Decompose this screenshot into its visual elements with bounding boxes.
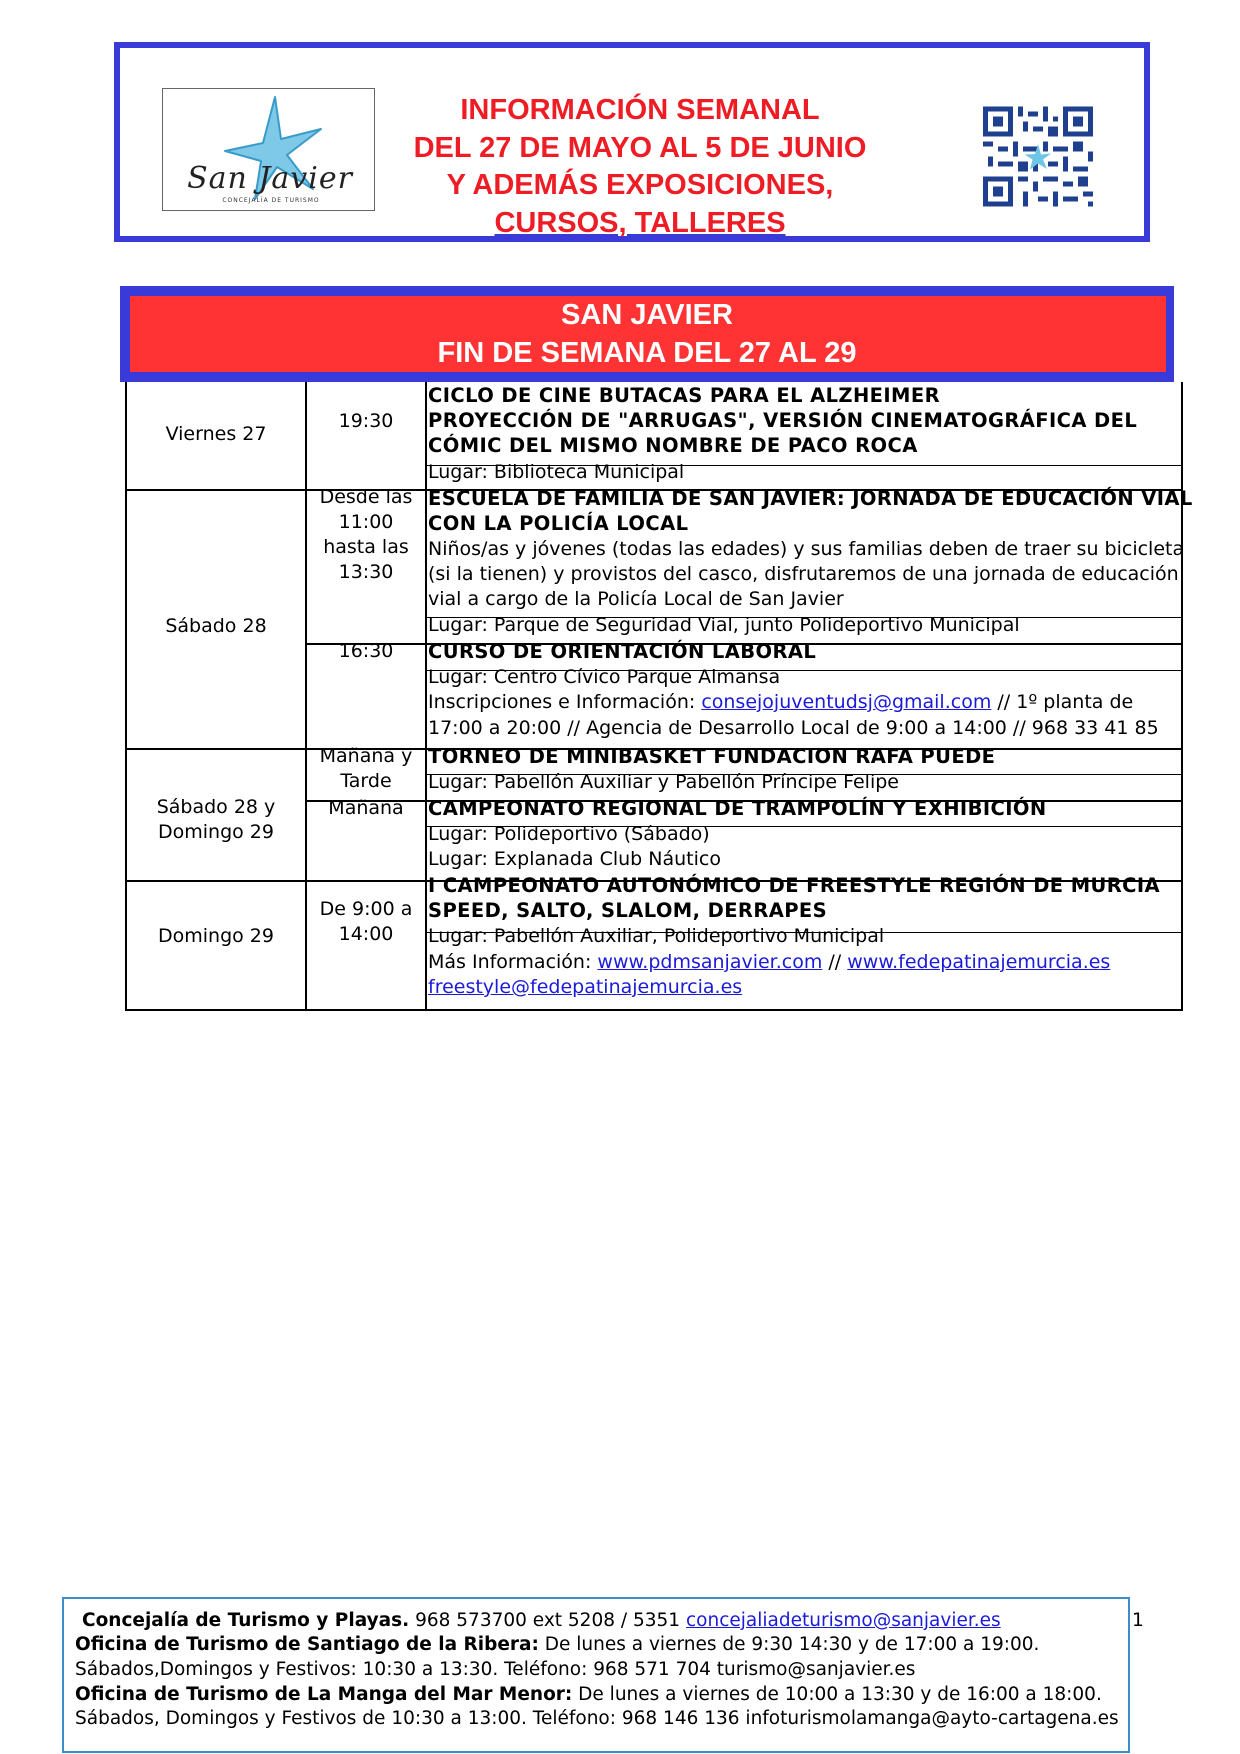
footer-text: De lunes a viernes de 9:30 14:30 y de 17:00 a 19:00. (538, 1634, 1040, 1655)
event-description: Niños/as y jóvenes (todas las edades) y sus familias deben de traer su bicicleta (428, 538, 1185, 560)
event-title: ESCUELA DE FAMILIA DE SAN JAVIER: JORNADA DE EDUCACIÓN VIAL (428, 487, 1193, 510)
footer-text: 968 573700 ext 5208 / 5351 (409, 1610, 681, 1631)
website-link[interactable]: www.pdmsanjavier.com (597, 951, 823, 973)
event-title: I CAMPEONATO AUTONÓMICO DE FREESTYLE REGIÓN DE MURCIA (428, 874, 1161, 897)
day-label: Sábado 28 y (156, 796, 276, 818)
footer-line (82, 1609, 680, 1633)
table-border (125, 1009, 1183, 1011)
table-border (1181, 382, 1183, 1011)
event-title: TORNEO DE MINIBASKET FUNDACION RAFA PUEDE (428, 745, 996, 768)
section-title-line2: FIN DE SEMANA DEL 27 AL 29 (437, 337, 857, 369)
event-place: Lugar: Explanada Club Náutico (428, 848, 721, 870)
time-label: De 9:00 a 14:00 (319, 898, 413, 945)
info-label: Inscripciones e Información: (428, 691, 702, 713)
email-link[interactable]: freestyle@fedepatinajemurcia.es (428, 976, 743, 998)
event-info (428, 975, 742, 1000)
footer-heading: Oficina de Turismo de La Manga del Mar Menor: (75, 1684, 573, 1705)
page-title (370, 92, 910, 242)
event-title: CICLO DE CINE BUTACAS PARA EL ALZHEIMER (428, 384, 940, 407)
table-border (125, 382, 127, 1011)
event-description: (si la tienen) y provistos del casco, disfrutaremos de una jornada de educación (428, 563, 1179, 585)
separator: // (822, 951, 848, 973)
footer-heading: Concejalía de Turismo y Playas. (82, 1610, 410, 1631)
footer-heading: Oficina de Turismo de Santiago de la Ribera: (75, 1634, 539, 1655)
event-place: Lugar: Pabellón Auxiliar, Polideportivo Municipal (428, 925, 885, 947)
footer-email-link[interactable]: concejaliadeturismo@sanjavier.es (686, 1610, 1001, 1631)
time-label: Desde las 11:00 hasta las 13:30 (319, 486, 413, 583)
info-text: // 1º planta de (991, 691, 1134, 713)
footer-line (75, 1683, 1102, 1707)
event-place: Lugar: Polideportivo (Sábado) (428, 823, 710, 845)
footer-text: De lunes a viernes de 10:00 a 13:30 y de 16:00 a 18:00. (572, 1684, 1102, 1705)
event-title: CÓMIC DEL MISMO NOMBRE DE PACO ROCA (428, 434, 918, 457)
day-label: Viernes 27 (165, 423, 267, 445)
table-border (425, 382, 427, 1011)
day-label: Domingo 29 (158, 821, 274, 843)
title-line: CURSOS, TALLERES (494, 206, 786, 239)
event-title: CON LA POLICÍA LOCAL (428, 512, 689, 535)
event-title: PROYECCIÓN DE "ARRUGAS", VERSIÓN CINEMATOGRÁFICA DEL (428, 409, 1138, 432)
event-place: Lugar: Parque de Seguridad Vial, junto Polideportivo Municipal (428, 614, 1020, 636)
website-link[interactable]: www.fedepatinajemurcia.es (847, 951, 1111, 973)
page-number: 1 (1132, 1610, 1144, 1631)
time-label: Mañana (328, 797, 404, 819)
table-border (305, 382, 307, 1011)
title-line: INFORMACIÓN SEMANAL (460, 94, 820, 126)
footer-line: Sábados,Domingos y Festivos: 10:30 a 13:30. Teléfono: 968 571 704 turismo@sanjavier.es (75, 1659, 916, 1680)
time-label: 19:30 (338, 410, 394, 432)
info-label: Más Información: (428, 951, 598, 973)
event-place: Lugar: Centro Cívico Parque Almansa (428, 666, 781, 688)
event-title: CURSO DE ORIENTACIÓN LABORAL (428, 640, 817, 663)
day-label: Sábado 28 (165, 615, 267, 637)
title-line: Y ADEMÁS EXPOSICIONES, (446, 169, 834, 201)
section-title (120, 296, 1174, 372)
event-place: Lugar: Biblioteca Municipal (428, 461, 685, 483)
qr-code-icon[interactable] (983, 106, 1093, 207)
event-info (428, 950, 1110, 975)
event-info (428, 690, 1133, 715)
email-link[interactable]: consejojuventudsj@gmail.com (701, 691, 992, 713)
event-title: SPEED, SALTO, SLALOM, DERRAPES (428, 899, 828, 922)
time-label: 16:30 (338, 640, 394, 662)
footer-line: Sábados, Domingos y Festivos de 10:30 a 13:00. Teléfono: 968 146 136 infoturismolamanga@ayto-cartagena.es (75, 1708, 1119, 1729)
logo-subtitle: CONCEJALÍA DE TURISMO (222, 197, 320, 204)
event-description: vial a cargo de la Policía Local de San Javier (428, 588, 844, 610)
time-label: Tarde (340, 770, 392, 792)
san-javier-logo (162, 88, 375, 211)
event-info: 17:00 a 20:00 // Agencia de Desarrollo Local de 9:00 a 14:00 // 968 33 41 85 (428, 717, 1159, 739)
time-label: Mañana y (319, 745, 413, 767)
logo-text: San Javier (187, 161, 353, 196)
title-line: DEL 27 DE MAYO AL 5 DE JUNIO (413, 131, 867, 164)
day-label: Domingo 29 (158, 925, 274, 947)
event-title: CAMPEONATO REGIONAL DE TRAMPOLÍN Y EXHIBICIÓN (428, 797, 1047, 820)
event-place: Lugar: Pabellón Auxiliar y Pabellón Príncipe Felipe (428, 771, 899, 793)
footer-line (75, 1633, 1039, 1657)
section-title-line1: SAN JAVIER (561, 299, 733, 331)
